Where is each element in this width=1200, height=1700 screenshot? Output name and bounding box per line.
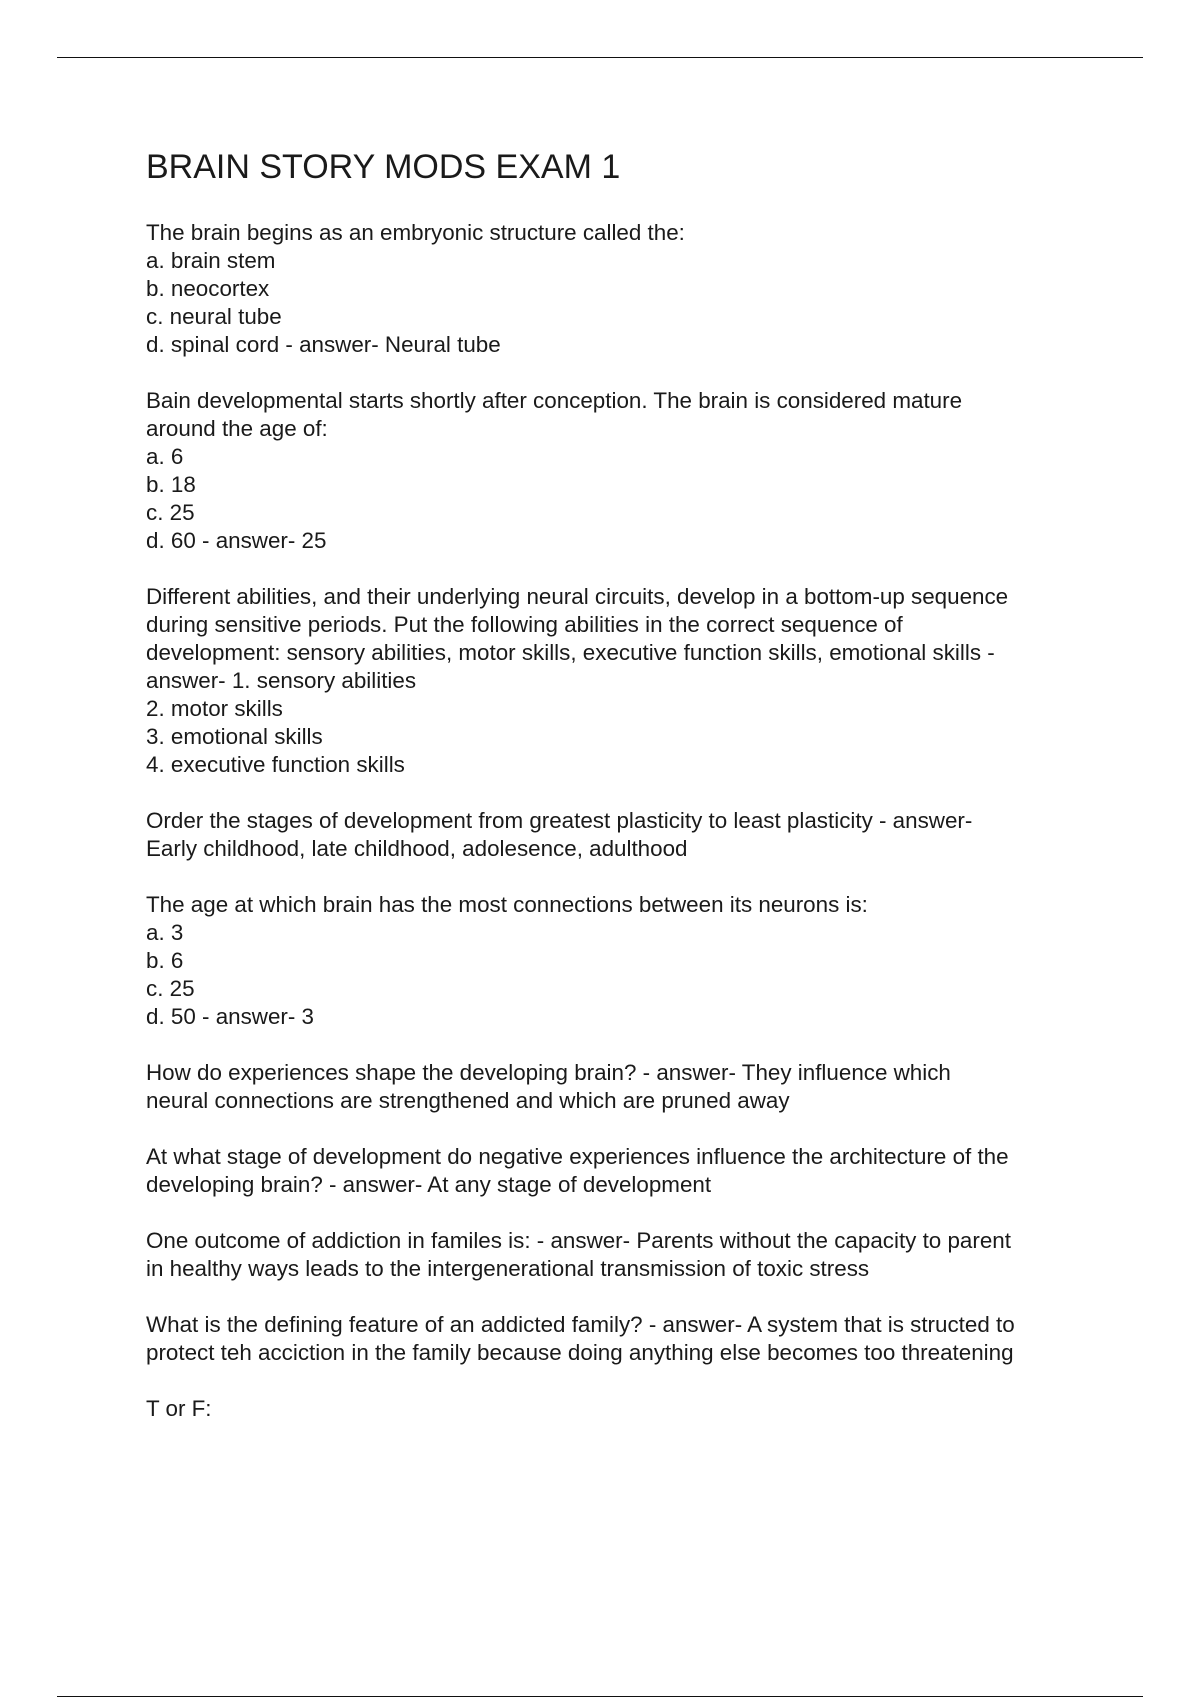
question-addiction-outcome: One outcome of addiction in familes is: - answer- Parents without the capacity to parent in healthy ways leads to the intergenerational transmission of toxic stress <box>146 1228 1011 1281</box>
document-title: BRAIN STORY MODS EXAM 1 <box>146 148 621 186</box>
document-body <box>146 145 1106 1451</box>
question-most-connections-age: The age at which brain has the most connections between its neurons is: a. 3 b. 6 c. 25 d. 50 - answer- 3 <box>146 892 868 1029</box>
top-rule <box>57 57 1143 58</box>
question-brain-maturity-age: Bain developmental starts shortly after conception. The brain is considered mature around the age of: a. 6 b. 18 c. 25 d. 60 - answer- 25 <box>146 388 963 553</box>
question-true-or-false: T or F: <box>146 1396 212 1421</box>
question-negative-experiences-stage: At what stage of development do negative experiences influence the architecture of the developing brain? - answer- At any stage of development <box>146 1144 1009 1197</box>
question-neural-tube: The brain begins as an embryonic structure called the: a. brain stem b. neocortex c. neural tube d. spinal cord - answer- Neural tube <box>146 220 685 357</box>
bottom-rule <box>57 1696 1143 1697</box>
question-experiences-shape-brain: How do experiences shape the developing brain? - answer- They influence which neural connections are strengthened and which are pruned away <box>146 1060 951 1113</box>
question-addicted-family-feature: What is the defining feature of an addicted family? - answer- A system that is structed to protect teh acciction in the family because doing anything else becomes too threatening <box>146 1312 1015 1365</box>
question-plasticity-order: Order the stages of development from greatest plasticity to least plasticity - answer- Early childhood, late childhood, adolesence, adulthood <box>146 808 973 861</box>
question-ability-sequence: Different abilities, and their underlying neural circuits, develop in a bottom-up sequence during sensitive periods. Put the following abilities in the correct sequence of development: sensory abilities, motor skills, executive function skills, emotional skills - answer- 1. sensory abilities 2. motor skills 3. emotional skills 4. executive function skills <box>146 584 1009 777</box>
